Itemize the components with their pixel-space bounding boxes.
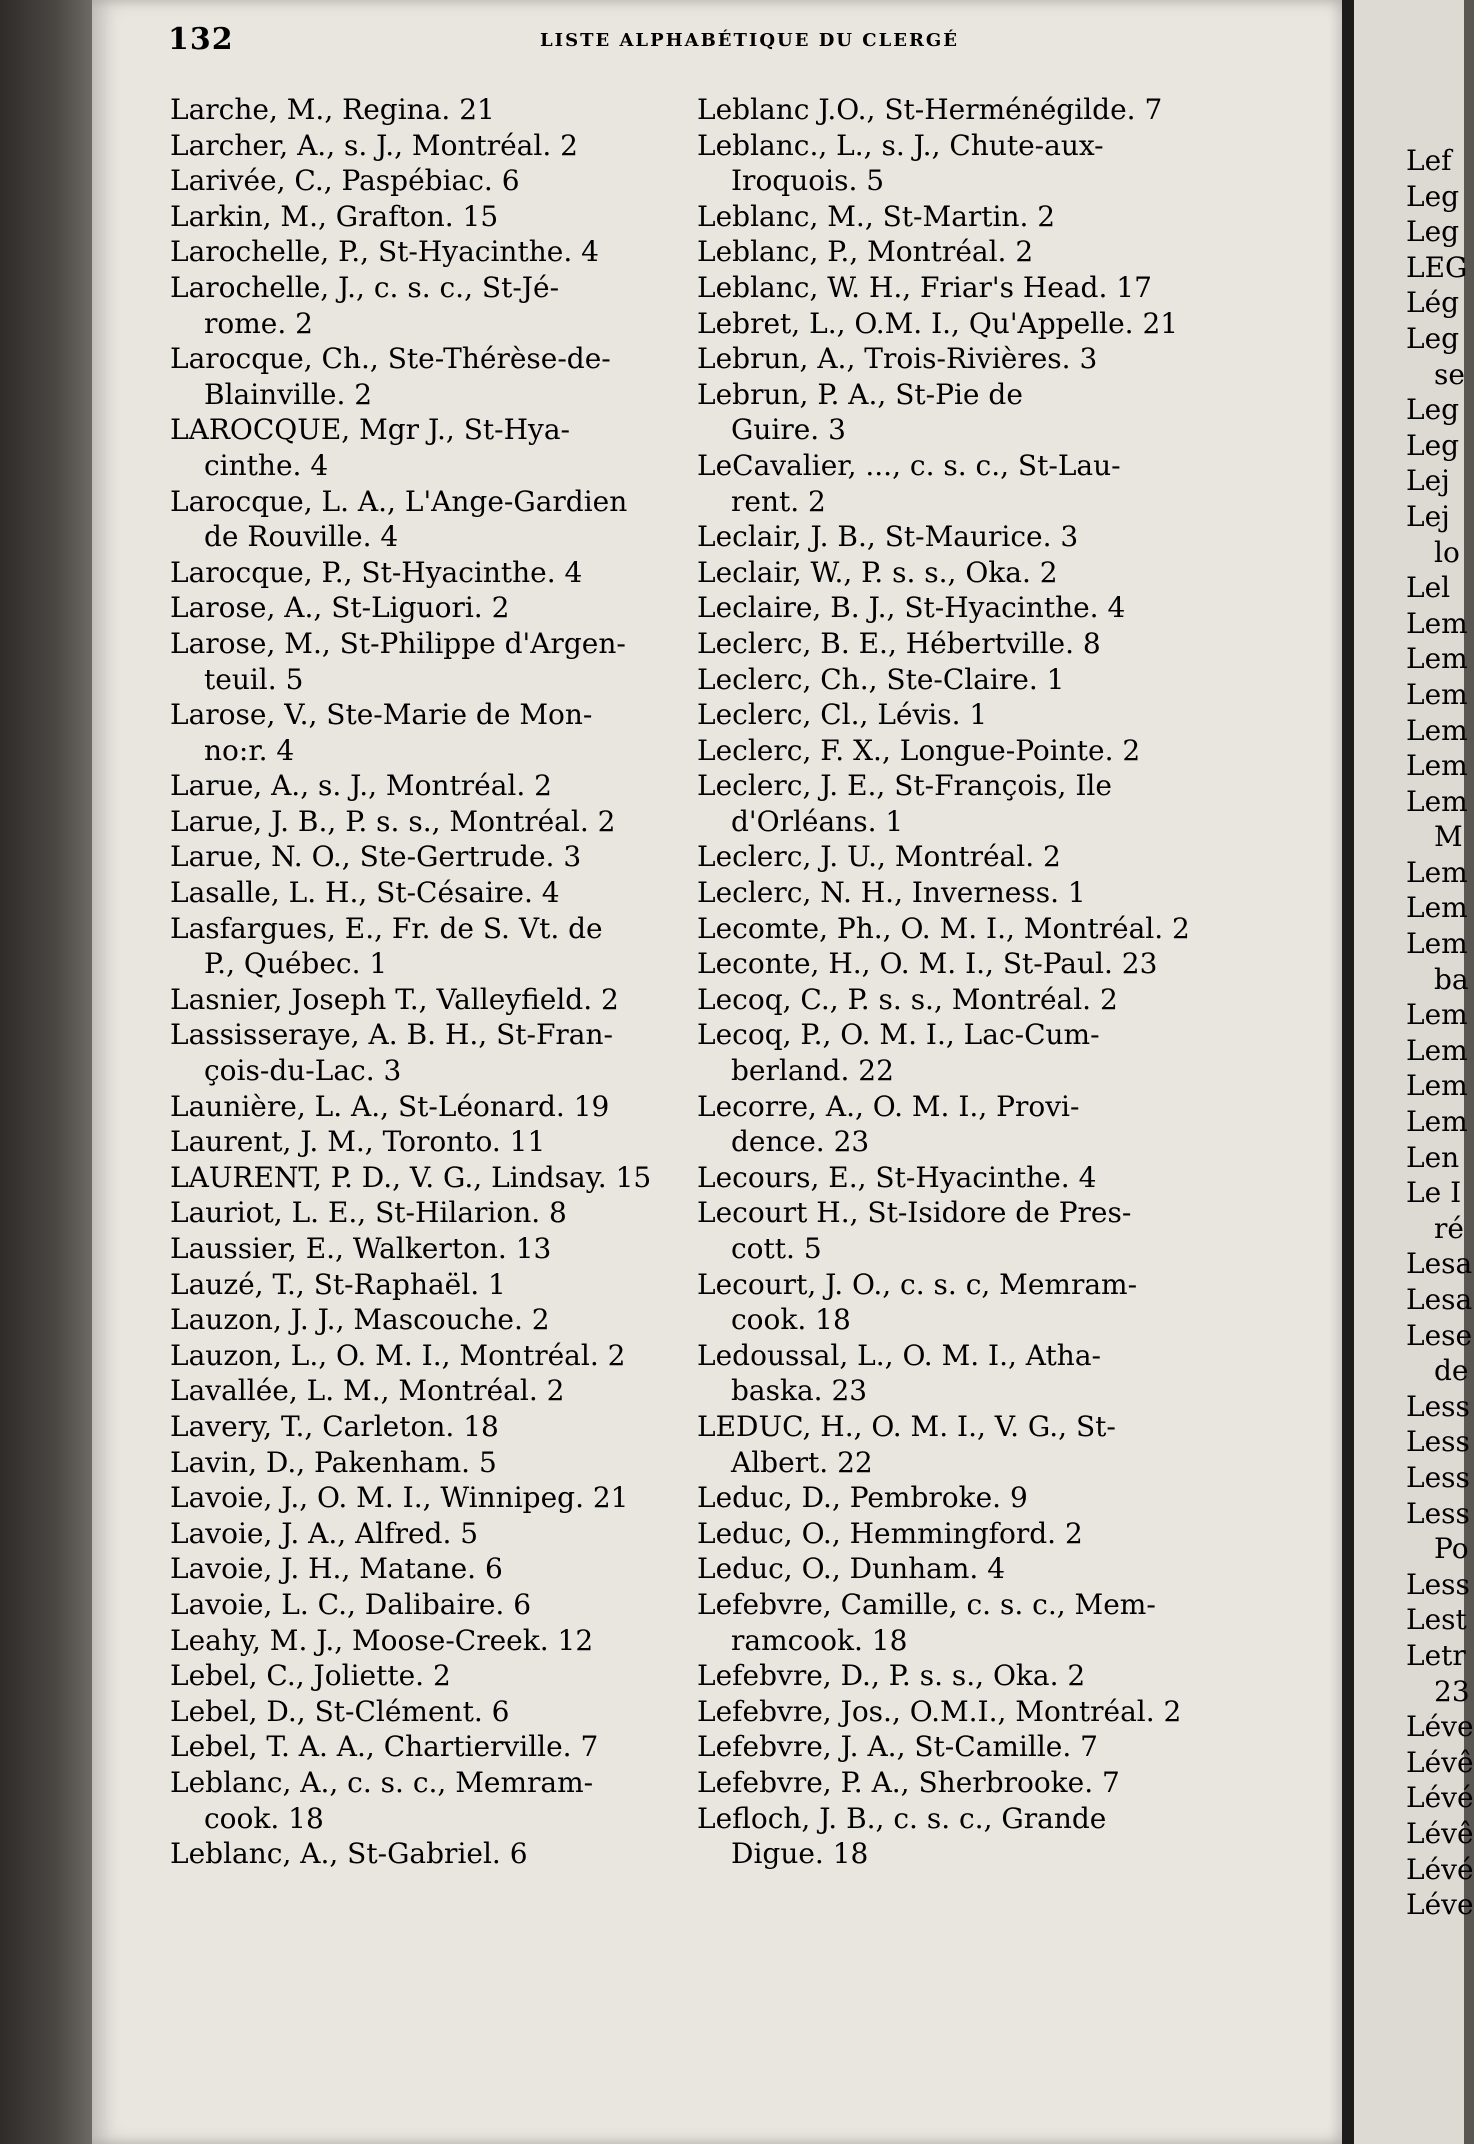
directory-entry <box>697 199 1217 235</box>
directory-entry <box>697 697 1217 733</box>
entry-line: Lecourt H., St-Isidore de Pres- <box>697 1196 1132 1230</box>
entry-line: Larocque, Ch., Ste-Thérèse-de- <box>170 342 611 376</box>
entry-line: Lavin, D., Pakenham. 5 <box>170 1445 497 1479</box>
entry-continuation: ramcook. 18 <box>731 1623 908 1657</box>
adjacent-entry-fragment: Leg <box>1406 321 1460 355</box>
adjacent-entry-fragment: Léve <box>1406 1710 1474 1744</box>
directory-entry <box>170 839 690 875</box>
entry-line: Lassisseraye, A. B. H., St-Fran- <box>170 1018 613 1052</box>
entry-continuation: cook. 18 <box>204 1801 324 1835</box>
entry-line: Larocque, L. A., L'Ange-Gardien <box>170 484 628 518</box>
entry-line: Ledoussal, L., O. M. I., Atha- <box>697 1338 1101 1372</box>
entry-continuation: berland. 22 <box>731 1054 894 1088</box>
directory-entry <box>697 1765 1217 1801</box>
entry-line: Lefebvre, J. A., St-Camille. 7 <box>697 1730 1098 1764</box>
entry-line: Lasnier, Joseph T., Valleyfield. 2 <box>170 982 619 1016</box>
page-number: 132 <box>168 22 234 57</box>
entry-continuation: dence. 23 <box>731 1125 870 1159</box>
entry-line: LAURENT, P. D., V. G., Lindsay. 15 <box>170 1160 652 1194</box>
adjacent-entry-fragment: Lem <box>1406 1069 1468 1103</box>
directory-entry <box>170 1124 690 1160</box>
directory-entry <box>170 1231 690 1267</box>
directory-entry <box>170 1623 690 1659</box>
directory-entry <box>170 163 690 199</box>
directory-entry <box>697 92 1217 128</box>
adjacent-entry-fragment: Less <box>1406 1460 1470 1494</box>
entry-line: Larose, M., St-Philippe d'Argen- <box>170 626 626 660</box>
entry-line: Lasfargues, E., Fr. de S. Vt. de <box>170 911 603 945</box>
entry-line: Lefebvre, D., P. s. s., Oka. 2 <box>697 1659 1086 1693</box>
entry-line: Lecours, E., St-Hyacinthe. 4 <box>697 1160 1097 1194</box>
entry-line: Larose, V., Ste-Marie de Mon- <box>170 698 593 732</box>
page-gutter-shadow <box>1342 0 1354 2144</box>
directory-entry <box>697 590 1217 626</box>
directory-entry <box>170 982 690 1018</box>
adjacent-entry-fragment: Less <box>1406 1389 1470 1423</box>
entry-continuation: cott. 5 <box>731 1232 822 1265</box>
entry-line: Lecorre, A., O. M. I., Provi- <box>697 1089 1080 1123</box>
entry-continuation: cook. 18 <box>731 1303 851 1337</box>
entry-line: Leclerc, J. U., Montréal. 2 <box>697 840 1061 874</box>
entry-continuation: cinthe. 4 <box>204 448 329 482</box>
entry-line: Larocque, P., St-Hyacinthe. 4 <box>170 555 583 589</box>
directory-entry <box>697 946 1217 982</box>
adjacent-entry-fragment: Lévé <box>1406 1852 1474 1886</box>
directory-entry <box>697 768 1217 839</box>
directory-entry <box>697 662 1217 698</box>
entry-line: Leduc, D., Pembroke. 9 <box>697 1481 1028 1515</box>
directory-entry <box>170 1017 690 1088</box>
adjacent-entry-fragment: Lem <box>1406 855 1468 889</box>
directory-entry <box>170 697 690 768</box>
adjacent-entry-fragment: Lej <box>1406 499 1450 533</box>
adjacent-entry-fragment: Lem <box>1406 998 1468 1032</box>
entry-line: Leclerc, B. E., Hébertville. 8 <box>697 626 1101 660</box>
entry-line: LEDUC, H., O. M. I., V. G., St- <box>697 1409 1116 1443</box>
entry-line: Lebel, T. A. A., Chartierville. 7 <box>170 1730 599 1764</box>
directory-entry <box>697 519 1217 555</box>
adjacent-entry-fragment: Leg <box>1406 393 1460 427</box>
entry-line: Larche, M., Regina. 21 <box>170 93 495 126</box>
entry-line: Lauriot, L. E., St-Hilarion. 8 <box>170 1196 567 1230</box>
entry-continuation: no:r. 4 <box>204 733 295 767</box>
adjacent-entry-fragment: Lem <box>1406 891 1468 925</box>
adjacent-entry-fragment: Po <box>1434 1532 1469 1566</box>
adjacent-entry-fragment: lo <box>1434 535 1460 569</box>
entry-line: Larkin, M., Grafton. 15 <box>170 199 499 233</box>
adjacent-entry-fragment: de <box>1434 1354 1469 1388</box>
entry-continuation: Blainville. 2 <box>204 377 373 411</box>
entry-line: Leclerc, J. E., St-François, Ile <box>697 769 1112 803</box>
directory-entry <box>697 234 1217 270</box>
adjacent-entry-fragment: Len <box>1406 1140 1460 1174</box>
entry-line: Leclerc, F. X., Longue-Pointe. 2 <box>697 733 1141 767</box>
adjacent-entry-fragment: se <box>1434 357 1465 391</box>
directory-entry <box>170 1089 690 1125</box>
directory-entry <box>170 590 690 626</box>
directory-entry <box>697 1338 1217 1409</box>
entry-line: Lebrun, P. A., St-Pie de <box>697 377 1023 411</box>
entry-line: Lavery, T., Carleton. 18 <box>170 1409 499 1443</box>
directory-entry <box>170 1195 690 1231</box>
directory-entry <box>170 911 690 982</box>
entry-continuation: Iroquois. 5 <box>731 164 885 198</box>
entry-line: Lavallée, L. M., Montréal. 2 <box>170 1374 565 1408</box>
left-column <box>170 92 690 1872</box>
directory-entry <box>170 626 690 697</box>
adjacent-entry-fragment: ba <box>1434 962 1469 996</box>
directory-entry <box>170 199 690 235</box>
directory-entry <box>697 1516 1217 1552</box>
directory-entry <box>697 1409 1217 1480</box>
directory-entry <box>170 1480 690 1516</box>
directory-entry <box>170 1160 690 1196</box>
adjacent-entry-fragment: Less <box>1406 1496 1470 1530</box>
entry-line: Larue, A., s. J., Montréal. 2 <box>170 769 552 803</box>
directory-entry <box>170 1338 690 1374</box>
entry-line: Lebel, C., Joliette. 2 <box>170 1659 451 1693</box>
entry-line: Leduc, O., Dunham. 4 <box>697 1552 1006 1586</box>
directory-entry <box>170 768 690 804</box>
entry-continuation: teuil. 5 <box>204 662 304 696</box>
directory-entry <box>170 1551 690 1587</box>
adjacent-entry-fragment: Lévê <box>1406 1745 1474 1779</box>
adjacent-entry-fragment: M <box>1434 820 1463 854</box>
directory-entry <box>170 1267 690 1303</box>
adjacent-entry-fragment: Lem <box>1406 749 1468 783</box>
directory-entry <box>170 1694 690 1730</box>
directory-entry <box>697 1267 1217 1338</box>
adjacent-entry-fragment: Lesa <box>1406 1283 1473 1316</box>
adjacent-entry-fragment: Lem <box>1406 1105 1468 1139</box>
entry-line: Larue, N. O., Ste-Gertrude. 3 <box>170 840 582 874</box>
entry-line: Leblanc., L., s. J., Chute-aux- <box>697 128 1104 162</box>
directory-entry <box>697 1658 1217 1694</box>
adjacent-entry-fragment: Leg <box>1406 179 1460 213</box>
entry-line: Leclerc, Ch., Ste-Claire. 1 <box>697 662 1065 696</box>
entry-line: Laurent, J. M., Toronto. 11 <box>170 1125 546 1159</box>
directory-entry <box>170 804 690 840</box>
entry-continuation: baska. 23 <box>731 1374 868 1408</box>
entry-line: Lavoie, J., O. M. I., Winnipeg. 21 <box>170 1481 629 1515</box>
directory-entry <box>697 1587 1217 1658</box>
directory-entry <box>170 341 690 412</box>
adjacent-entry-fragment: Lem <box>1406 642 1468 676</box>
adjacent-entry-fragment: Lej <box>1406 464 1450 498</box>
adjacent-entry-fragment: 23 <box>1434 1674 1470 1708</box>
adjacent-entry-fragment: Lem <box>1406 927 1468 961</box>
directory-entry <box>697 839 1217 875</box>
entry-continuation: P., Québec. 1 <box>204 947 388 981</box>
directory-entry <box>170 555 690 591</box>
directory-entry <box>697 1801 1217 1872</box>
adjacent-entry-fragment: Letr <box>1406 1638 1466 1672</box>
adjacent-entry-fragment: Lest <box>1406 1603 1467 1637</box>
directory-entry <box>170 1302 690 1338</box>
entry-line: Leclair, J. B., St-Maurice. 3 <box>697 520 1079 554</box>
directory-entry <box>697 377 1217 448</box>
adjacent-entry-fragment: Lef <box>1406 144 1452 177</box>
directory-entry <box>697 341 1217 377</box>
adjacent-entry-fragment: Lévê <box>1406 1816 1474 1850</box>
entry-line: Lavoie, J. A., Alfred. 5 <box>170 1516 479 1550</box>
adjacent-entry-fragment: Lesa <box>1406 1247 1473 1281</box>
adjacent-entry-fragment: Lel <box>1406 571 1451 605</box>
directory-entry <box>697 1729 1217 1765</box>
adjacent-entry-fragment: Less <box>1406 1425 1470 1459</box>
directory-entry <box>697 1551 1217 1587</box>
directory-entry <box>170 234 690 270</box>
entry-line: Lefebvre, Jos., O.M.I., Montréal. 2 <box>697 1694 1182 1728</box>
adjacent-entry-fragment: Léve <box>1406 1888 1474 1922</box>
entry-line: Lecoq, P., O. M. I., Lac-Cum- <box>697 1018 1100 1052</box>
directory-entry <box>170 1836 690 1872</box>
entry-line: Laussier, E., Walkerton. 13 <box>170 1232 552 1265</box>
directory-entry <box>697 1089 1217 1160</box>
adjacent-entry-fragment: Leg <box>1406 428 1460 462</box>
adjacent-entry-fragment: Lég <box>1406 286 1460 320</box>
entry-line: Lauzé, T., St-Raphaël. 1 <box>170 1267 506 1301</box>
entry-line: Leduc, O., Hemmingford. 2 <box>697 1516 1083 1550</box>
directory-entry <box>170 1445 690 1481</box>
entry-line: Leclaire, B. J., St-Hyacinthe. 4 <box>697 591 1126 625</box>
entry-line: Larochelle, P., St-Hyacinthe. 4 <box>170 235 599 269</box>
entry-line: Leblanc, M., St-Martin. 2 <box>697 199 1056 233</box>
directory-entry <box>697 555 1217 591</box>
directory-entry <box>170 92 690 128</box>
directory-entry <box>697 306 1217 342</box>
entry-line: Leblanc, P., Montréal. 2 <box>697 235 1034 269</box>
entry-line: Leblanc, A., c. s. c., Memram- <box>170 1765 594 1799</box>
directory-entry <box>170 128 690 164</box>
entry-line: LAROCQUE, Mgr J., St-Hya- <box>170 413 570 447</box>
directory-entry <box>697 733 1217 769</box>
entry-line: Leblanc, W. H., Friar's Head. 17 <box>697 270 1152 304</box>
directory-entry <box>170 1587 690 1623</box>
adjacent-entry-fragment: Lem <box>1406 784 1468 818</box>
adjacent-entry-fragment: Leg <box>1406 215 1460 249</box>
directory-entry <box>697 1195 1217 1266</box>
directory-entry <box>170 412 690 483</box>
entry-line: Larcher, A., s. J., Montréal. 2 <box>170 128 578 162</box>
entry-line: Lebrun, A., Trois-Rivières. 3 <box>697 342 1098 376</box>
entry-line: Leblanc J.O., St-Herménégilde. 7 <box>697 93 1163 126</box>
running-head: LISTE ALPHABÉTIQUE DU CLERGÉ <box>540 30 960 51</box>
entry-line: Larue, J. B., P. s. s., Montréal. 2 <box>170 804 616 838</box>
entry-line: Leconte, H., O. M. I., St-Paul. 23 <box>697 947 1158 981</box>
directory-entry <box>697 448 1217 519</box>
entry-line: Lefebvre, P. A., Sherbrooke. 7 <box>697 1765 1120 1799</box>
entry-line: Lecoq, C., P. s. s., Montréal. 2 <box>697 982 1118 1016</box>
entry-line: Leclair, W., P. s. s., Oka. 2 <box>697 555 1058 589</box>
entry-line: Lauzon, L., O. M. I., Montréal. 2 <box>170 1338 626 1372</box>
directory-entry <box>170 1516 690 1552</box>
entry-continuation: rent. 2 <box>731 484 826 518</box>
entry-line: Lauzon, J. J., Mascouche. 2 <box>170 1303 550 1337</box>
directory-entry <box>170 875 690 911</box>
entry-line: Lebel, D., St-Clément. 6 <box>170 1694 510 1728</box>
entry-line: Leclerc, N. H., Inverness. 1 <box>697 876 1086 910</box>
directory-entry <box>697 270 1217 306</box>
adjacent-entry-fragment: LEG <box>1406 250 1468 284</box>
adjacent-entry-fragment: ré <box>1434 1211 1464 1245</box>
entry-line: Leblanc, A., St-Gabriel. 6 <box>170 1837 528 1871</box>
right-column <box>697 92 1217 1872</box>
directory-entry <box>170 484 690 555</box>
entry-line: Larose, A., St-Liguori. 2 <box>170 591 510 625</box>
entry-line: Lasalle, L. H., St-Césaire. 4 <box>170 876 560 910</box>
directory-entry <box>697 1694 1217 1730</box>
entry-line: Lecourt, J. O., c. s. c, Memram- <box>697 1267 1138 1301</box>
entry-line: Larivée, C., Paspébiac. 6 <box>170 164 520 198</box>
entry-continuation: Guire. 3 <box>731 413 846 447</box>
adjacent-entry-fragment: Lem <box>1406 1033 1468 1067</box>
entry-continuation: çois-du-Lac. 3 <box>204 1054 402 1088</box>
directory-entry <box>697 128 1217 199</box>
entry-continuation: de Rouville. 4 <box>204 520 399 554</box>
directory-entry <box>170 1373 690 1409</box>
entry-line: Launière, L. A., St-Léonard. 19 <box>170 1089 610 1123</box>
adjacent-entry-fragment: Less <box>1406 1567 1470 1601</box>
adjacent-entry-fragment: Le I <box>1406 1176 1462 1210</box>
adjacent-entry-fragment: Lévé <box>1406 1781 1474 1815</box>
adjacent-entry-fragment: Lem <box>1406 606 1468 640</box>
directory-entry <box>170 1658 690 1694</box>
entry-line: Lebret, L., O.M. I., Qu'Appelle. 21 <box>697 306 1179 340</box>
entry-continuation: Albert. 22 <box>731 1445 873 1479</box>
directory-entry <box>697 875 1217 911</box>
adjacent-entry-fragment: Lem <box>1406 677 1468 711</box>
directory-entry <box>697 911 1217 947</box>
entry-line: Lavoie, J. H., Matane. 6 <box>170 1552 503 1586</box>
adjacent-page-fragments <box>1406 143 1474 1923</box>
directory-entry <box>697 982 1217 1018</box>
directory-entry <box>697 1017 1217 1088</box>
entry-continuation: Digue. 18 <box>731 1837 869 1871</box>
entry-line: Lecomte, Ph., O. M. I., Montréal. 2 <box>697 911 1190 945</box>
entry-line: Lefloch, J. B., c. s. c., Grande <box>697 1801 1107 1835</box>
book-spine <box>0 0 92 2144</box>
adjacent-entry-fragment: Lese <box>1406 1318 1473 1352</box>
directory-entry <box>170 270 690 341</box>
adjacent-entry-fragment: Lem <box>1406 713 1468 747</box>
entry-continuation: rome. 2 <box>204 306 313 340</box>
directory-entry <box>697 1160 1217 1196</box>
directory-entry <box>697 626 1217 662</box>
entry-continuation: d'Orléans. 1 <box>731 804 904 838</box>
entry-line: Lavoie, L. C., Dalibaire. 6 <box>170 1587 532 1621</box>
directory-entry <box>170 1729 690 1765</box>
entry-line: Lefebvre, Camille, c. s. c., Mem- <box>697 1587 1156 1621</box>
entry-line: Leahy, M. J., Moose-Creek. 12 <box>170 1623 594 1657</box>
directory-entry <box>170 1765 690 1836</box>
entry-line: Leclerc, Cl., Lévis. 1 <box>697 698 988 732</box>
directory-entry <box>170 1409 690 1445</box>
entry-line: Larochelle, J., c. s. c., St-Jé- <box>170 270 560 304</box>
directory-entry <box>697 1480 1217 1516</box>
entry-line: LeCavalier, ..., c. s. c., St-Lau- <box>697 448 1121 482</box>
